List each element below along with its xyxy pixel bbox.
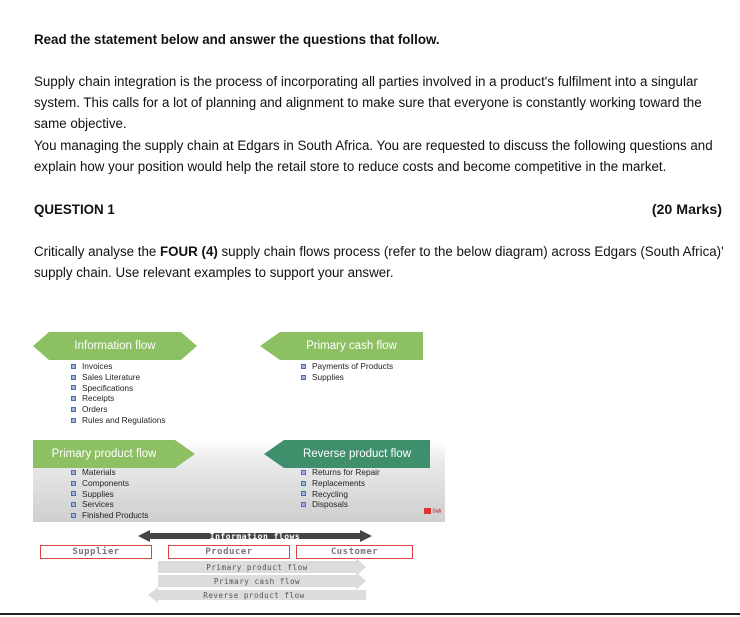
- list-item: Disposals: [301, 499, 380, 510]
- list-item: Payments of Products: [301, 361, 393, 372]
- question-title: QUESTION 1: [34, 202, 115, 218]
- information-flow-list: [71, 361, 165, 426]
- question-marks: (20 Marks): [651, 202, 722, 218]
- paragraph-supply-chain-integration: Supply chain integration is the process of incorporating all parties involved in a product's fulfilment into a singular system. This calls for a lot of planning and alignment to make sure that everyone is constantly working toward the same objective.: [34, 74, 702, 132]
- supplier-box: Supplier: [40, 545, 152, 559]
- reverse-product-flow-text: Reverse product flow: [203, 590, 305, 600]
- list-item: Invoices: [71, 361, 165, 372]
- question-text: [34, 242, 730, 284]
- primary-cash-flow-label: Primary cash flow: [280, 332, 423, 360]
- list-item: Materials: [71, 467, 148, 478]
- information-flows-label: Information flows: [209, 531, 301, 541]
- primary-cash-flow-text: Primary cash flow: [213, 576, 301, 586]
- arrow-left-tip: [260, 332, 280, 360]
- question-text-prefix: Critically analyse the: [34, 244, 161, 260]
- question-text-bold: FOUR (4): [160, 244, 218, 260]
- arrow-right-tip: [175, 440, 195, 468]
- information-flow-label: Information flow: [49, 332, 181, 360]
- list-item: Supplies: [301, 372, 393, 383]
- list-item: Receipts: [71, 393, 165, 404]
- list-item: Recycling: [301, 489, 380, 500]
- supply-chain-flow-diagram: [40, 529, 420, 607]
- instructions-heading: Read the statement below and answer the questions that follow.: [34, 32, 440, 48]
- list-item: Returns for Repair: [301, 467, 380, 478]
- question-text-suffix: supply chain flows process (refer to the below diagram) across Edgars (South Africa)' supply chain. Use relevant examples to support your answer.: [34, 244, 724, 281]
- subscribe-icon: [424, 508, 448, 515]
- list-item: Services: [71, 499, 148, 510]
- list-item: Supplies: [71, 489, 148, 500]
- list-item: Replacements: [301, 478, 380, 489]
- list-item: Sales Literature: [71, 372, 165, 383]
- list-item: Specifications: [71, 383, 165, 394]
- list-item: Components: [71, 478, 148, 489]
- list-item: Rules and Regulations: [71, 415, 165, 426]
- subscribe-badge-text: Sub: [432, 508, 442, 515]
- list-item: Orders: [71, 404, 165, 415]
- arrow-right-tip: [181, 332, 197, 360]
- primary-cash-flow-list: [301, 361, 393, 383]
- list-item: Finished Products: [71, 510, 148, 521]
- bottom-divider: [0, 613, 740, 615]
- reverse-product-flow-label: Reverse product flow: [284, 440, 430, 468]
- primary-product-flow-text: Primary product flow: [206, 562, 308, 572]
- reverse-product-flow-list: [301, 467, 380, 510]
- supply-chain-flows-diagram: [33, 332, 445, 520]
- paragraph-scenario: You managing the supply chain at Edgars in South Africa. You are requested to discuss the following questions and explain how your position would help the retail store to reduce costs and become competitive in the market.: [34, 138, 713, 175]
- customer-box: Customer: [296, 545, 413, 559]
- arrow-left-tip: [33, 332, 49, 360]
- producer-box: Producer: [168, 545, 290, 559]
- primary-product-flow-label: Primary product flow: [33, 440, 175, 468]
- primary-product-flow-list: [71, 467, 148, 521]
- arrow-left-tip: [264, 440, 284, 468]
